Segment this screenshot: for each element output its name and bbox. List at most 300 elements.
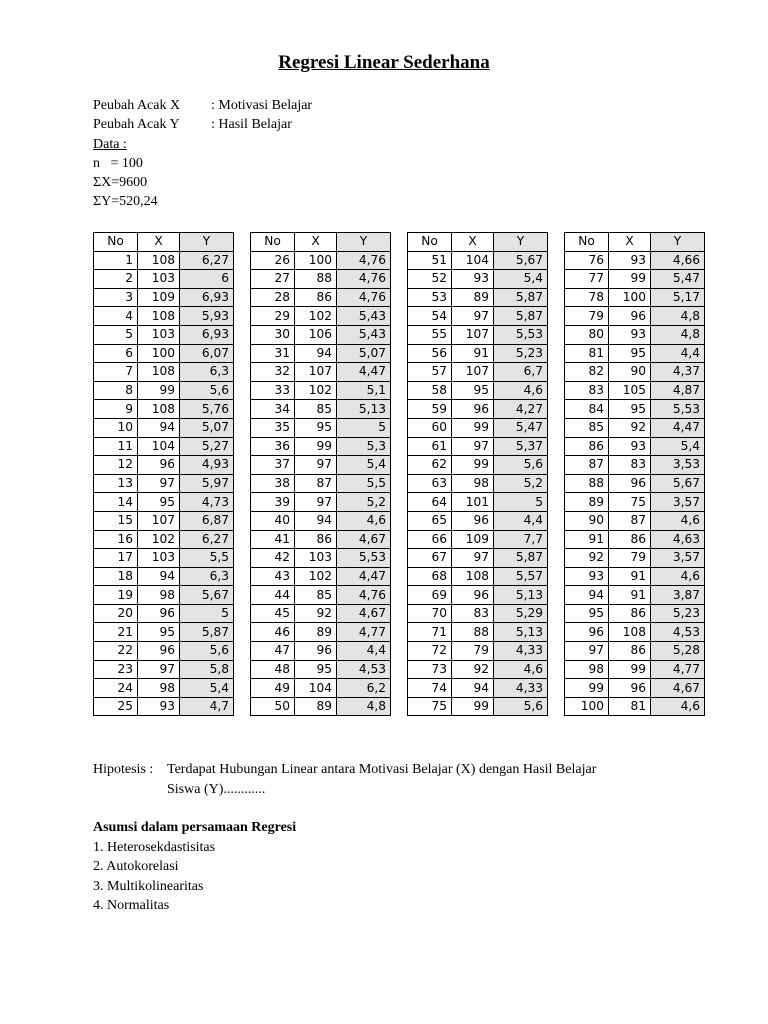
cell-y: 5,57 <box>494 567 548 586</box>
table-row <box>251 511 391 530</box>
cell-x: 107 <box>452 325 494 344</box>
cell-y: 5,87 <box>494 549 548 568</box>
table-row <box>94 474 234 493</box>
cell-y: 5,5 <box>180 549 234 568</box>
table-row <box>251 288 391 307</box>
table-row <box>408 437 548 456</box>
table-row <box>251 456 391 475</box>
cell-no: 8 <box>94 381 138 400</box>
cell-no: 44 <box>251 586 295 605</box>
cell-y: 5,4 <box>180 679 234 698</box>
table-row <box>408 549 548 568</box>
cell-y: 5,13 <box>494 623 548 642</box>
cell-x: 100 <box>609 288 651 307</box>
cell-x: 86 <box>609 642 651 661</box>
cell-no: 85 <box>565 418 609 437</box>
table-row <box>565 549 705 568</box>
cell-x: 91 <box>609 567 651 586</box>
cell-no: 53 <box>408 288 452 307</box>
column-header: No <box>408 233 452 252</box>
sum-y-value: ΣY=520,24 <box>93 194 158 210</box>
table-row <box>565 307 705 326</box>
table-row <box>565 251 705 270</box>
cell-no: 18 <box>94 567 138 586</box>
table-row <box>94 344 234 363</box>
table-row <box>565 418 705 437</box>
cell-no: 30 <box>251 325 295 344</box>
table-row <box>251 307 391 326</box>
cell-x: 86 <box>295 530 337 549</box>
cell-y: 4,76 <box>337 586 391 605</box>
table-row <box>565 586 705 605</box>
table-row <box>251 586 391 605</box>
assumption-item: 2. Autokorelasi <box>93 859 179 874</box>
table-row <box>94 642 234 661</box>
data-heading-row <box>93 135 312 154</box>
table-row <box>94 288 234 307</box>
table-row <box>94 325 234 344</box>
table-row <box>565 325 705 344</box>
table-row <box>565 511 705 530</box>
assumption-item: 4. Normalitas <box>93 898 170 913</box>
cell-x: 85 <box>295 586 337 605</box>
table-header-row <box>251 233 391 252</box>
cell-no: 48 <box>251 660 295 679</box>
cell-no: 96 <box>565 623 609 642</box>
cell-y: 5,1 <box>337 381 391 400</box>
data-table-3 <box>407 232 548 716</box>
table-row <box>94 679 234 698</box>
table-row <box>565 474 705 493</box>
column-header: Y <box>180 233 234 252</box>
cell-no: 7 <box>94 363 138 382</box>
table-header-row <box>408 233 548 252</box>
hypothesis-line-1: Terdapat Hubungan Linear antara Motivasi Belajar (X) dengan Hasil Belajar <box>167 762 597 777</box>
cell-y: 5,6 <box>494 456 548 475</box>
table-row <box>251 604 391 623</box>
cell-y: 5,6 <box>180 642 234 661</box>
cell-x: 98 <box>138 586 180 605</box>
data-table-2 <box>250 232 391 716</box>
cell-no: 31 <box>251 344 295 363</box>
cell-no: 33 <box>251 381 295 400</box>
table-row <box>251 493 391 512</box>
cell-no: 79 <box>565 307 609 326</box>
cell-x: 99 <box>452 456 494 475</box>
cell-no: 27 <box>251 270 295 289</box>
cell-x: 97 <box>138 660 180 679</box>
table-row <box>251 418 391 437</box>
table-row <box>94 697 234 716</box>
cell-no: 87 <box>565 456 609 475</box>
cell-x: 102 <box>295 307 337 326</box>
cell-x: 96 <box>138 604 180 623</box>
cell-y: 4,33 <box>494 642 548 661</box>
cell-x: 105 <box>609 381 651 400</box>
hypothesis-line-2: Siswa (Y)............ <box>167 781 266 797</box>
cell-y: 5,17 <box>651 288 705 307</box>
table-row <box>565 660 705 679</box>
cell-no: 40 <box>251 511 295 530</box>
cell-y: 5,5 <box>337 474 391 493</box>
cell-no: 75 <box>408 697 452 716</box>
cell-y: 4,6 <box>494 381 548 400</box>
cell-y: 5,2 <box>494 474 548 493</box>
table-row <box>94 270 234 289</box>
cell-no: 13 <box>94 474 138 493</box>
cell-y: 6,27 <box>180 251 234 270</box>
cell-no: 35 <box>251 418 295 437</box>
sum-x-row <box>93 173 312 192</box>
cell-x: 91 <box>609 586 651 605</box>
cell-y: 4,47 <box>337 363 391 382</box>
cell-x: 86 <box>609 530 651 549</box>
cell-no: 5 <box>94 325 138 344</box>
table-row <box>565 623 705 642</box>
cell-x: 96 <box>138 642 180 661</box>
cell-no: 88 <box>565 474 609 493</box>
cell-no: 90 <box>565 511 609 530</box>
cell-no: 60 <box>408 418 452 437</box>
table-row <box>565 493 705 512</box>
cell-x: 93 <box>609 325 651 344</box>
table-row <box>565 270 705 289</box>
table-row <box>408 679 548 698</box>
cell-y: 4,63 <box>651 530 705 549</box>
table-row <box>408 400 548 419</box>
cell-x: 83 <box>609 456 651 475</box>
column-header: Y <box>337 233 391 252</box>
cell-no: 83 <box>565 381 609 400</box>
table-row <box>94 567 234 586</box>
cell-no: 98 <box>565 660 609 679</box>
cell-y: 5,53 <box>494 325 548 344</box>
cell-no: 11 <box>94 437 138 456</box>
cell-no: 58 <box>408 381 452 400</box>
table-row <box>94 660 234 679</box>
cell-x: 94 <box>138 418 180 437</box>
cell-y: 6,27 <box>180 530 234 549</box>
cell-y: 4,8 <box>651 307 705 326</box>
data-heading: Data : <box>93 136 127 152</box>
table-header-row <box>94 233 234 252</box>
cell-y: 4,77 <box>337 623 391 642</box>
table-row <box>94 437 234 456</box>
cell-y: 5,2 <box>337 493 391 512</box>
cell-y: 6,3 <box>180 363 234 382</box>
cell-no: 26 <box>251 251 295 270</box>
cell-no: 4 <box>94 307 138 326</box>
cell-x: 108 <box>452 567 494 586</box>
cell-no: 24 <box>94 679 138 698</box>
cell-no: 43 <box>251 567 295 586</box>
cell-x: 107 <box>452 363 494 382</box>
table-row <box>94 586 234 605</box>
cell-x: 97 <box>138 474 180 493</box>
cell-no: 47 <box>251 642 295 661</box>
cell-x: 102 <box>138 530 180 549</box>
cell-y: 4,93 <box>180 456 234 475</box>
cell-no: 66 <box>408 530 452 549</box>
cell-no: 86 <box>565 437 609 456</box>
cell-y: 5,53 <box>651 400 705 419</box>
cell-no: 84 <box>565 400 609 419</box>
cell-x: 99 <box>138 381 180 400</box>
cell-y: 5,13 <box>494 586 548 605</box>
cell-y: 3,53 <box>651 456 705 475</box>
cell-no: 10 <box>94 418 138 437</box>
cell-no: 1 <box>94 251 138 270</box>
cell-y: 4,67 <box>651 679 705 698</box>
cell-x: 97 <box>452 307 494 326</box>
cell-x: 104 <box>452 251 494 270</box>
column-header: Y <box>494 233 548 252</box>
cell-no: 36 <box>251 437 295 456</box>
cell-y: 5,07 <box>337 344 391 363</box>
cell-x: 96 <box>295 642 337 661</box>
table-row <box>565 530 705 549</box>
cell-y: 5,6 <box>494 697 548 716</box>
n-value: n = 100 <box>93 155 143 171</box>
table-row <box>251 642 391 661</box>
cell-y: 5,4 <box>651 437 705 456</box>
cell-x: 95 <box>609 344 651 363</box>
cell-y: 4,6 <box>337 511 391 530</box>
cell-x: 99 <box>609 660 651 679</box>
cell-y: 4,67 <box>337 530 391 549</box>
table-row <box>94 530 234 549</box>
cell-no: 39 <box>251 493 295 512</box>
table-row <box>408 288 548 307</box>
cell-no: 22 <box>94 642 138 661</box>
cell-no: 63 <box>408 474 452 493</box>
cell-x: 95 <box>609 400 651 419</box>
cell-y: 4,73 <box>180 493 234 512</box>
table-row <box>94 400 234 419</box>
table-row <box>94 363 234 382</box>
table-row <box>251 270 391 289</box>
cell-x: 87 <box>609 511 651 530</box>
table-row <box>251 549 391 568</box>
sum-y-row <box>93 192 312 211</box>
cell-x: 109 <box>452 530 494 549</box>
cell-x: 101 <box>452 493 494 512</box>
table-row <box>565 567 705 586</box>
cell-no: 55 <box>408 325 452 344</box>
table-row <box>565 363 705 382</box>
cell-no: 52 <box>408 270 452 289</box>
cell-y: 5,28 <box>651 642 705 661</box>
table-row <box>565 437 705 456</box>
table-row <box>408 456 548 475</box>
cell-y: 7,7 <box>494 530 548 549</box>
cell-x: 97 <box>452 549 494 568</box>
hypothesis-text <box>167 760 667 799</box>
cell-no: 74 <box>408 679 452 698</box>
cell-x: 108 <box>138 400 180 419</box>
cell-x: 96 <box>609 307 651 326</box>
cell-x: 97 <box>295 456 337 475</box>
table-row <box>565 400 705 419</box>
cell-y: 4,6 <box>494 660 548 679</box>
cell-y: 5,6 <box>180 381 234 400</box>
cell-no: 3 <box>94 288 138 307</box>
cell-y: 6 <box>180 270 234 289</box>
table-header-row <box>565 233 705 252</box>
cell-no: 12 <box>94 456 138 475</box>
cell-y: 4,37 <box>651 363 705 382</box>
cell-x: 97 <box>295 493 337 512</box>
cell-no: 2 <box>94 270 138 289</box>
cell-y: 5,13 <box>337 400 391 419</box>
cell-x: 99 <box>295 437 337 456</box>
cell-x: 95 <box>452 381 494 400</box>
cell-y: 5,67 <box>651 474 705 493</box>
cell-no: 68 <box>408 567 452 586</box>
cell-x: 99 <box>452 418 494 437</box>
assumptions <box>93 818 296 916</box>
cell-y: 5,47 <box>494 418 548 437</box>
cell-y: 6,93 <box>180 325 234 344</box>
cell-x: 88 <box>452 623 494 642</box>
cell-x: 93 <box>138 697 180 716</box>
table-row <box>565 288 705 307</box>
cell-y: 5 <box>337 418 391 437</box>
cell-x: 75 <box>609 493 651 512</box>
cell-no: 92 <box>565 549 609 568</box>
cell-x: 96 <box>609 679 651 698</box>
cell-no: 28 <box>251 288 295 307</box>
cell-y: 4,87 <box>651 381 705 400</box>
cell-y: 5,67 <box>180 586 234 605</box>
table-row <box>408 344 548 363</box>
cell-no: 17 <box>94 549 138 568</box>
cell-no: 94 <box>565 586 609 605</box>
table-row <box>565 456 705 475</box>
cell-y: 5,87 <box>180 623 234 642</box>
table-row <box>251 660 391 679</box>
cell-y: 5,4 <box>337 456 391 475</box>
cell-no: 80 <box>565 325 609 344</box>
cell-no: 56 <box>408 344 452 363</box>
cell-no: 67 <box>408 549 452 568</box>
cell-x: 87 <box>295 474 337 493</box>
table-row <box>94 549 234 568</box>
cell-x: 89 <box>295 697 337 716</box>
cell-no: 14 <box>94 493 138 512</box>
cell-y: 4,47 <box>337 567 391 586</box>
table-row <box>565 604 705 623</box>
cell-x: 81 <box>609 697 651 716</box>
cell-x: 96 <box>452 586 494 605</box>
cell-no: 91 <box>565 530 609 549</box>
cell-x: 91 <box>452 344 494 363</box>
table-row <box>565 344 705 363</box>
table-row <box>251 567 391 586</box>
cell-no: 46 <box>251 623 295 642</box>
cell-no: 73 <box>408 660 452 679</box>
cell-no: 93 <box>565 567 609 586</box>
cell-y: 4,8 <box>337 697 391 716</box>
table-row <box>94 307 234 326</box>
table-row <box>408 530 548 549</box>
cell-y: 6,2 <box>337 679 391 698</box>
table-row <box>408 642 548 661</box>
cell-x: 102 <box>295 567 337 586</box>
cell-y: 5,43 <box>337 325 391 344</box>
cell-x: 102 <box>295 381 337 400</box>
cell-x: 108 <box>138 251 180 270</box>
cell-x: 96 <box>609 474 651 493</box>
column-header: No <box>565 233 609 252</box>
cell-no: 65 <box>408 511 452 530</box>
table-row <box>408 586 548 605</box>
cell-no: 20 <box>94 604 138 623</box>
cell-no: 61 <box>408 437 452 456</box>
table-row <box>94 381 234 400</box>
table-row <box>408 381 548 400</box>
cell-x: 98 <box>138 679 180 698</box>
cell-x: 94 <box>452 679 494 698</box>
cell-x: 100 <box>138 344 180 363</box>
cell-y: 5,8 <box>180 660 234 679</box>
table-row <box>408 325 548 344</box>
table-row <box>565 697 705 716</box>
var-x-label: Peubah Acak X <box>93 98 181 113</box>
data-table-4 <box>564 232 705 716</box>
table-row <box>94 456 234 475</box>
table-row <box>251 679 391 698</box>
cell-no: 72 <box>408 642 452 661</box>
column-header: X <box>295 233 337 252</box>
cell-x: 85 <box>295 400 337 419</box>
column-header: No <box>94 233 138 252</box>
cell-y: 4,6 <box>651 697 705 716</box>
cell-x: 108 <box>138 307 180 326</box>
table-row <box>94 604 234 623</box>
assumption-item: 1. Heterosekdastisitas <box>93 839 216 855</box>
cell-x: 99 <box>609 270 651 289</box>
table-row <box>408 493 548 512</box>
cell-x: 94 <box>295 344 337 363</box>
cell-no: 41 <box>251 530 295 549</box>
table-row <box>408 418 548 437</box>
cell-no: 99 <box>565 679 609 698</box>
cell-y: 5,93 <box>180 307 234 326</box>
cell-x: 93 <box>452 270 494 289</box>
table-row <box>408 567 548 586</box>
var-y-label: Peubah Acak Y <box>93 117 180 133</box>
cell-no: 34 <box>251 400 295 419</box>
cell-x: 109 <box>138 288 180 307</box>
table-row <box>408 511 548 530</box>
hypothesis-label: Hipotesis : <box>93 762 154 777</box>
cell-no: 59 <box>408 400 452 419</box>
cell-x: 104 <box>295 679 337 698</box>
cell-x: 94 <box>295 511 337 530</box>
table-row <box>565 642 705 661</box>
cell-no: 29 <box>251 307 295 326</box>
cell-x: 95 <box>295 660 337 679</box>
cell-no: 38 <box>251 474 295 493</box>
cell-x: 95 <box>295 418 337 437</box>
cell-x: 103 <box>138 270 180 289</box>
data-table-1 <box>93 232 234 716</box>
cell-no: 50 <box>251 697 295 716</box>
cell-y: 5,87 <box>494 307 548 326</box>
table-row <box>94 251 234 270</box>
cell-no: 19 <box>94 586 138 605</box>
